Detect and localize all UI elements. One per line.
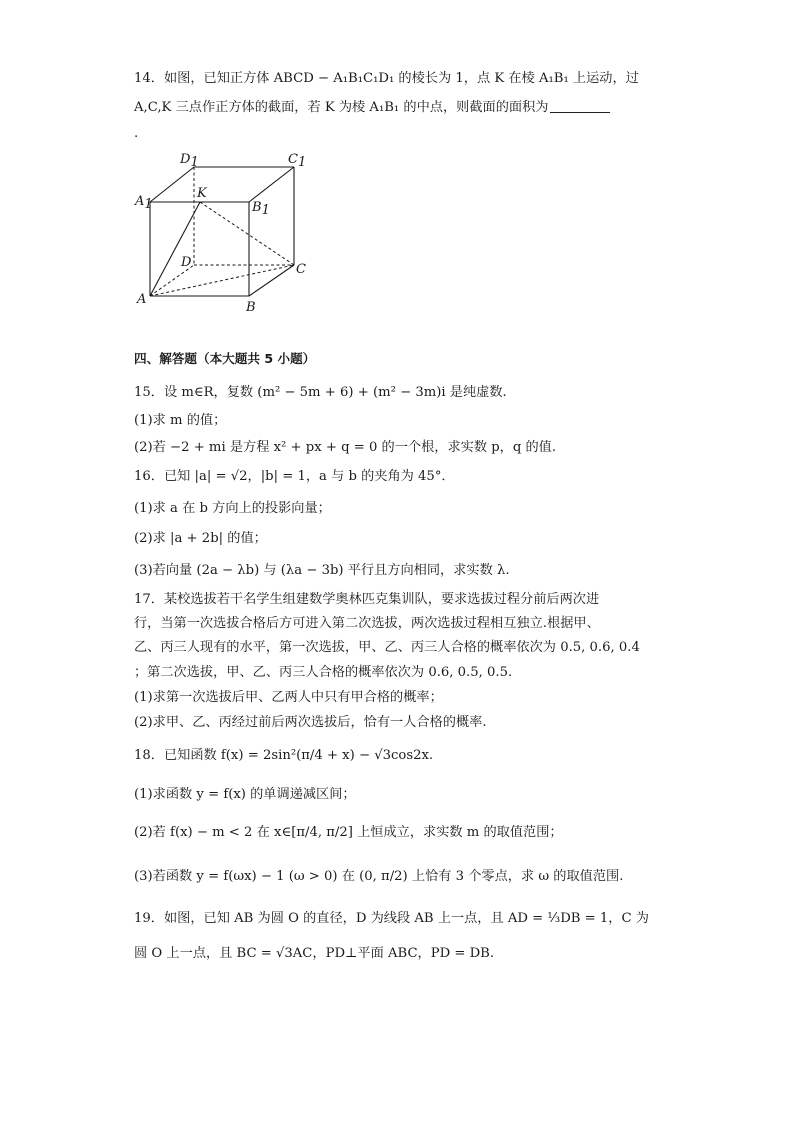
q17-line-4: ；第二次选拔，甲、乙、丙三人合格的概率依次为 0.6, 0.5, 0.5.	[134, 665, 513, 680]
cube-figure	[132, 150, 312, 318]
label-k: K	[197, 186, 207, 201]
q17-line-2: 行，当第一次选拔合格后方可进入第二次选拔，两次选拔过程相互独立.根据甲、	[134, 616, 600, 631]
section-heading: 四、解答题（本大题共 5 小题）	[134, 351, 316, 366]
edge-b1-c1	[249, 167, 294, 202]
q14-line-3: .	[134, 126, 139, 141]
q16-part-2: (2)求 |a + 2b| 的值；	[134, 531, 267, 546]
q18-part-3: (3)若函数 y = f(ωx) − 1 (ω > 0) 在 (0, π/2) 上恰有 3 个零点，求 ω 的取值范围.	[134, 869, 624, 884]
q15-stem: 15．设 m∈R，复数 (m² − 5m + 6) + (m² − 3m)i 是纯虚数.	[134, 385, 507, 400]
label-d: D	[181, 255, 192, 270]
q14-line-2-text: A,C,K 三点作正方体的截面，若 K 为棱 A₁B₁ 的中点，则截面的面积为	[134, 100, 549, 115]
dashed-k-c	[200, 202, 294, 265]
label-b: B	[246, 300, 256, 315]
q15-part-2: (2)若 −2 + mi 是方程 x² + px + q = 0 的一个根，求实数 p，q 的值.	[134, 440, 557, 455]
q16-part-1: (1)求 a 在 b 方向上的投影向量；	[134, 501, 331, 516]
edge-a1-d1	[150, 167, 194, 202]
q16-stem: 16．已知 |a| = √2，|b| = 1，a 与 b 的夹角为 45°．	[134, 469, 455, 484]
segment-a-k	[150, 202, 200, 296]
edge-b-c	[249, 265, 294, 296]
q17-line-1: 17．某校选拔若干名学生组建数学奥林匹克集训队，要求选拔过程分前后两次进	[134, 592, 600, 607]
q17-part-1: (1)求第一次选拔后甲、乙两人中只有甲合格的概率；	[134, 690, 443, 705]
q18-stem: 18．已知函数 f(x) = 2sin²(π/4 + x) − √3cos2x.	[134, 748, 434, 763]
q19-line-1: 19．如图，已知 AB 为圆 O 的直径，D 为线段 AB 上一点，且 AD = ⅓DB = 1，C 为	[134, 911, 649, 926]
label-c1: C1	[288, 152, 307, 170]
q15-part-1: (1)求 m 的值；	[134, 413, 227, 428]
label-c: C	[296, 262, 306, 277]
label-a: A	[137, 292, 147, 307]
q19-line-2: 圆 O 上一点，且 BC = √3AC，PD⊥平面 ABC，PD = DB.	[134, 946, 495, 961]
q14-line-1: 14．如图，已知正方体 ABCD − A₁B₁C₁D₁ 的棱长为 1，点 K 在棱 A₁B₁ 上运动，过	[134, 71, 639, 86]
q17-part-2: (2)求甲、乙、丙经过前后两次选拔后，恰有一人合格的概率.	[134, 715, 487, 730]
label-b1: B1	[252, 200, 270, 218]
q17-line-3: 乙、丙三人现有的水平，第一次选拔，甲、乙、丙三人合格的概率依次为 0.5, 0.6, 0.4	[134, 640, 640, 655]
q14-line-2	[134, 98, 610, 118]
label-d1: D1	[180, 152, 199, 170]
q16-part-3: (3)若向量 (2a − λb) 与 (λa − 3b) 平行且方向相同，求实数 λ.	[134, 563, 510, 578]
label-a1: A1	[135, 194, 153, 212]
q18-part-2: (2)若 f(x) − m < 2 在 x∈[π/4, π/2] 上恒成立，求实数 m 的取值范围；	[134, 825, 563, 840]
answer-blank	[550, 98, 610, 113]
q18-part-1: (1)求函数 y = f(x) 的单调递减区间；	[134, 787, 356, 802]
